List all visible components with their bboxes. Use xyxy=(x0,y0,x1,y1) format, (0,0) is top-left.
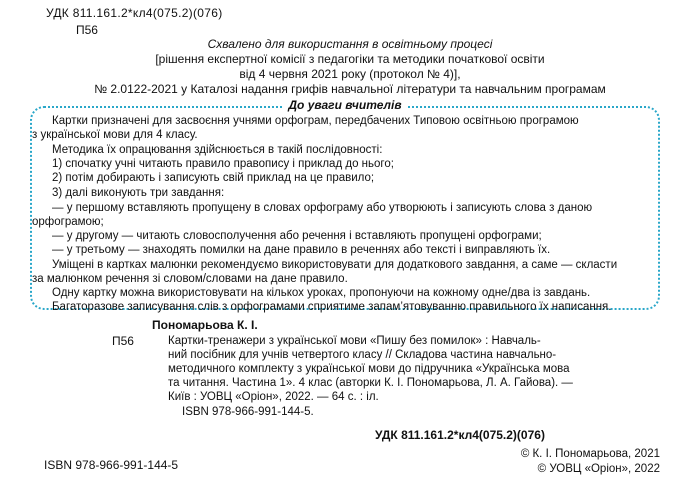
notice-title: До уваги вчителів xyxy=(30,98,660,112)
biblio-line: Київ : УОВЦ «Оріон», 2022. — 64 с. : іл. xyxy=(168,391,379,403)
approval-line-2: [рішення експертної комісії з педагогіки та методики початкової освіти xyxy=(155,52,545,66)
notice-line: з української мови для 4 класу. xyxy=(32,129,198,141)
catalog-code: П56 xyxy=(112,334,134,348)
approval-heading: Схвалено для використання в освітньому процесі xyxy=(207,37,493,51)
notice-line: 3) далі виконують три завдання: xyxy=(52,187,225,199)
notice-line: 1) спочатку учні читають правило правопису і приклад до нього; xyxy=(52,158,394,170)
approval-line-4: № 2.0122-2021 у Каталозі надання грифів навчальної літератури та навчальним програмам xyxy=(94,82,606,96)
teacher-notice-box xyxy=(30,98,666,312)
notice-line: Картки призначені для засвоєння учнями орфограм, передбачених Типовою освітньою програмою xyxy=(52,115,579,127)
notice-line: за малюнком речення зі словом/словами на дане правило. xyxy=(32,273,348,285)
notice-line: 2) потім добирають і записують свій приклад на це правило; xyxy=(52,172,375,184)
notice-line: — у третьому — знаходять помилки на дане правило в реченнях або тексті і виправляють їх. xyxy=(52,244,551,256)
approval-line-3: від 4 червня 2021 року (протокол № 4)], xyxy=(239,67,461,81)
notice-line: Уміщені в картках малюнки рекомендуємо використовувати для додаткового завдання, а саме — скласти xyxy=(52,259,618,271)
notice-line: Багаторазове записування слів з орфограмами сприятиме запам’ятовуванню правильного їх написання. xyxy=(52,301,612,313)
notice-line: — у другому — читають словосполучення або речення і вставляють пропущені орфограми; xyxy=(52,230,542,242)
copyright-author: © К. І. Пономарьова, 2021 xyxy=(520,448,660,460)
biblio-line: ний посібник для учнів четвертого класу // Складова частина навчально- xyxy=(168,349,557,361)
biblio-line: та читання. Частина 1». 4 клас (авторки К. І. Пономарьова, Л. А. Гайова). — xyxy=(168,377,573,389)
notice-line: Методика їх опрацювання здійснюється в такій послідовності: xyxy=(52,144,383,156)
notice-line: орфограмою; xyxy=(32,216,104,228)
isbn-footer: ISBN 978-966-991-144-5 xyxy=(44,458,179,472)
author-name: Пономарьова К. І. xyxy=(152,318,258,332)
biblio-line: Картки-тренажери з української мови «Пишу без помилок» : Навчаль- xyxy=(168,335,541,347)
notice-line: Одну картку можна використовувати на кількох уроках, пропонуючи на кожному одне/два із завдань. xyxy=(52,287,591,299)
udk-footer: УДК 811.161.2*кл4(075.2)(076) xyxy=(375,428,545,442)
biblio-line: методичного комплекту з української мови до підручника «Українська мова xyxy=(168,363,570,375)
copyright-publisher: © УОВЦ «Оріон», 2022 xyxy=(537,463,660,475)
catalog-isbn: ISBN 978-966-991-144-5. xyxy=(182,406,314,418)
catalog-code-header: П56 xyxy=(76,23,98,37)
notice-line: — у першому вставляють пропущену в словах орфограму або утворюють і записують слова з даною xyxy=(52,202,593,214)
udk-header: УДК 811.161.2*кл4(075.2)(076) xyxy=(46,6,223,20)
